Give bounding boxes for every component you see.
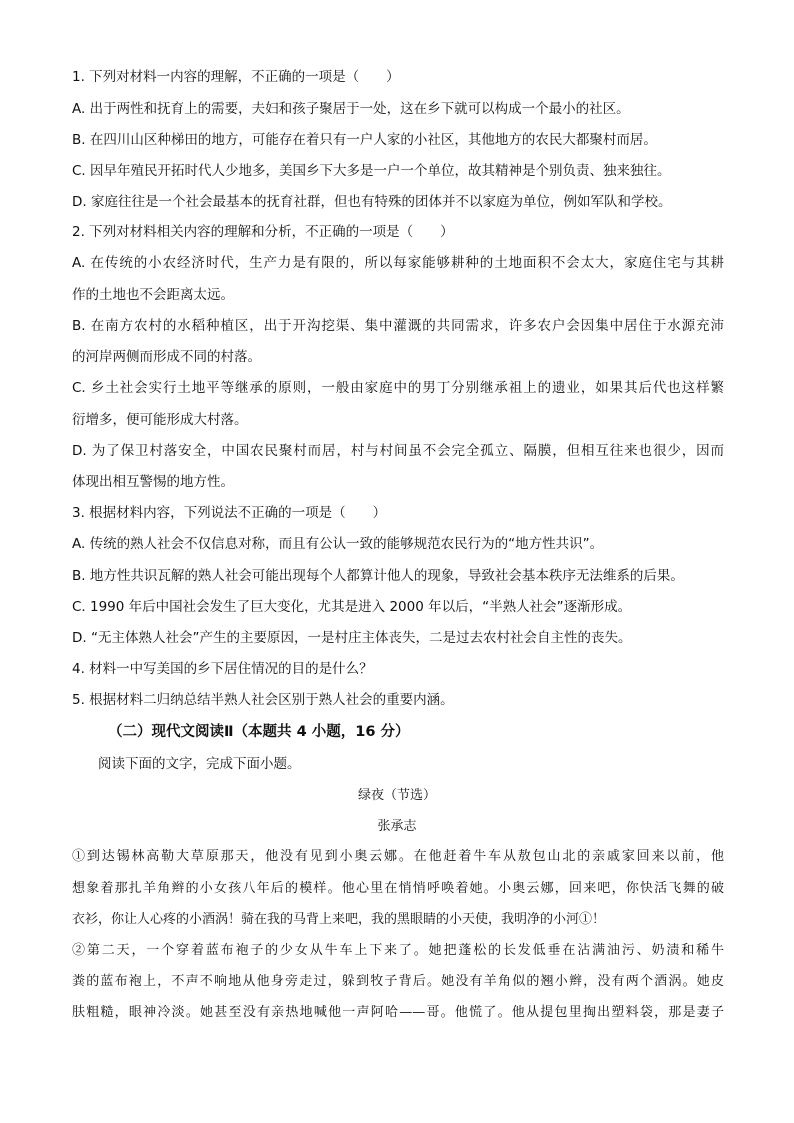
section-instruction: 阅读下面的文字，完成下面小题。 (98, 756, 301, 772)
story-paragraph-1-line-1: ①到达锡林高勒大草原那天，他没有见到小奥云娜。在他赶着牛车从敖包山北的亲戚家回来以前，他 (72, 849, 724, 864)
question-2-option-d-line-1: D. 为了保卫村落安全，中国农民聚村而居，村与村间虽不会完全孤立、隔膜，但相互往来也很少，因而 (72, 443, 724, 459)
story-paragraph-1-line-3: 衣衫，你让人心疼的小酒涡！骑在我的马背上来吧，我的黑眼睛的小天使，我明净的小河①！ (72, 912, 606, 927)
story-title: 绿夜（节选） (357, 788, 436, 803)
question-2-option-b-line-2: 的河岸两侧而形成不同的村落。 (72, 349, 261, 365)
question-3-option-a: A. 传统的熟人社会不仅信息对称，而且有公认一致的能够规范农民行为的“地方性共识”。 (72, 536, 604, 552)
question-2-option-a-line-2: 作的土地也不会距离太远。 (72, 287, 234, 303)
question-1-stem: 1. 下列对材料一内容的理解，不正确的一项是（ ） (72, 69, 400, 85)
story-author: 张承志 (377, 819, 417, 834)
question-5: 5. 根据材料二归纳总结半熟人社会区别于熟人社会的重要内涵。 (72, 692, 454, 708)
story-paragraph-2-line-3: 肤粗糙，眼神冷淡。她甚至没有亲热地喊他一声阿哈——哥。他慌了。他从提包里掏出塑料袋，那是妻子 (72, 1005, 724, 1020)
question-2-option-b-line-1: B. 在南方农村的水稻种植区，出于开沟挖渠、集中灌溉的共同需求，许多农户会因集中居住于水源充沛 (72, 318, 724, 334)
story-paragraph-2-line-2: 粪的蓝布袍上，不声不响地从他身旁走过，躲到牧子背后。她没有羊角似的翘小辫，没有两个酒涡。她皮 (72, 974, 724, 989)
question-1-option-b: B. 在四川山区种梯田的地方，可能存在着只有一户人家的小社区，其他地方的农民大都聚村而居。 (72, 132, 657, 148)
question-2-stem: 2. 下列对材料相关内容的理解和分析，不正确的一项是（ ） (72, 224, 454, 240)
question-3-stem: 3. 根据材料内容，下列说法不正确的一项是（ ） (72, 505, 387, 521)
question-3-option-d: D. “无主体熟人社会”产生的主要原因，一是村庄主体丧失，二是过去农村社会自主性的丧失。 (72, 630, 632, 646)
question-2-option-c-line-2: 衍增多，便可能形成大村落。 (72, 412, 248, 428)
story-paragraph-2-line-1: ②第二天，一个穿着蓝布袍子的少女从牛车上下来了。她把蓬松的长发低垂在沾满油污、奶渍和稀牛 (72, 943, 724, 958)
section-title: （二）现代文阅读Ⅱ（本题共 4 小题，16 分） (108, 724, 410, 740)
question-4: 4. 材料一中写美国的乡下居住情况的目的是什么？ (72, 661, 373, 677)
question-3-option-b: B. 地方性共识瓦解的熟人社会可能出现每个人都算计他人的现象，导致社会基本秩序无法维系的后果。 (72, 568, 684, 584)
question-2-option-c-line-1: C. 乡土社会实行土地平等继承的原则，一般由家庭中的男丁分别继承祖上的遗业，如果其后代也这样繁 (72, 380, 724, 396)
question-1-option-d: D. 家庭往往是一个社会最基本的抚育社群，但也有特殊的团体并不以家庭为单位，例如军队和学校。 (72, 194, 672, 210)
question-2-option-d-line-2: 体现出相互警惕的地方性。 (72, 474, 234, 490)
question-1-option-a: A. 出于两性和抚育上的需要，夫妇和孩子聚居于一处，这在乡下就可以构成一个最小的社区。 (72, 101, 630, 117)
story-paragraph-1-line-2: 想象着那扎羊角辫的小女孩八年后的模样。他心里在悄悄呼唤着她。小奥云娜，回来吧，你快活飞舞的破 (72, 881, 724, 896)
question-1-option-c: C. 因早年殖民开拓时代人少地多，美国乡下大多是一户一个单位，故其精神是个别负责、独来独往。 (72, 163, 671, 179)
question-2-option-a-line-1: A. 在传统的小农经济时代，生产力是有限的，所以每家能够耕种的土地面积不会太大，家庭住宅与其耕 (72, 255, 724, 271)
question-3-option-c: C. 1990 年后中国社会发生了巨大变化，尤其是进入 2000 年以后，“半熟人社会”逐渐形成。 (72, 599, 632, 615)
